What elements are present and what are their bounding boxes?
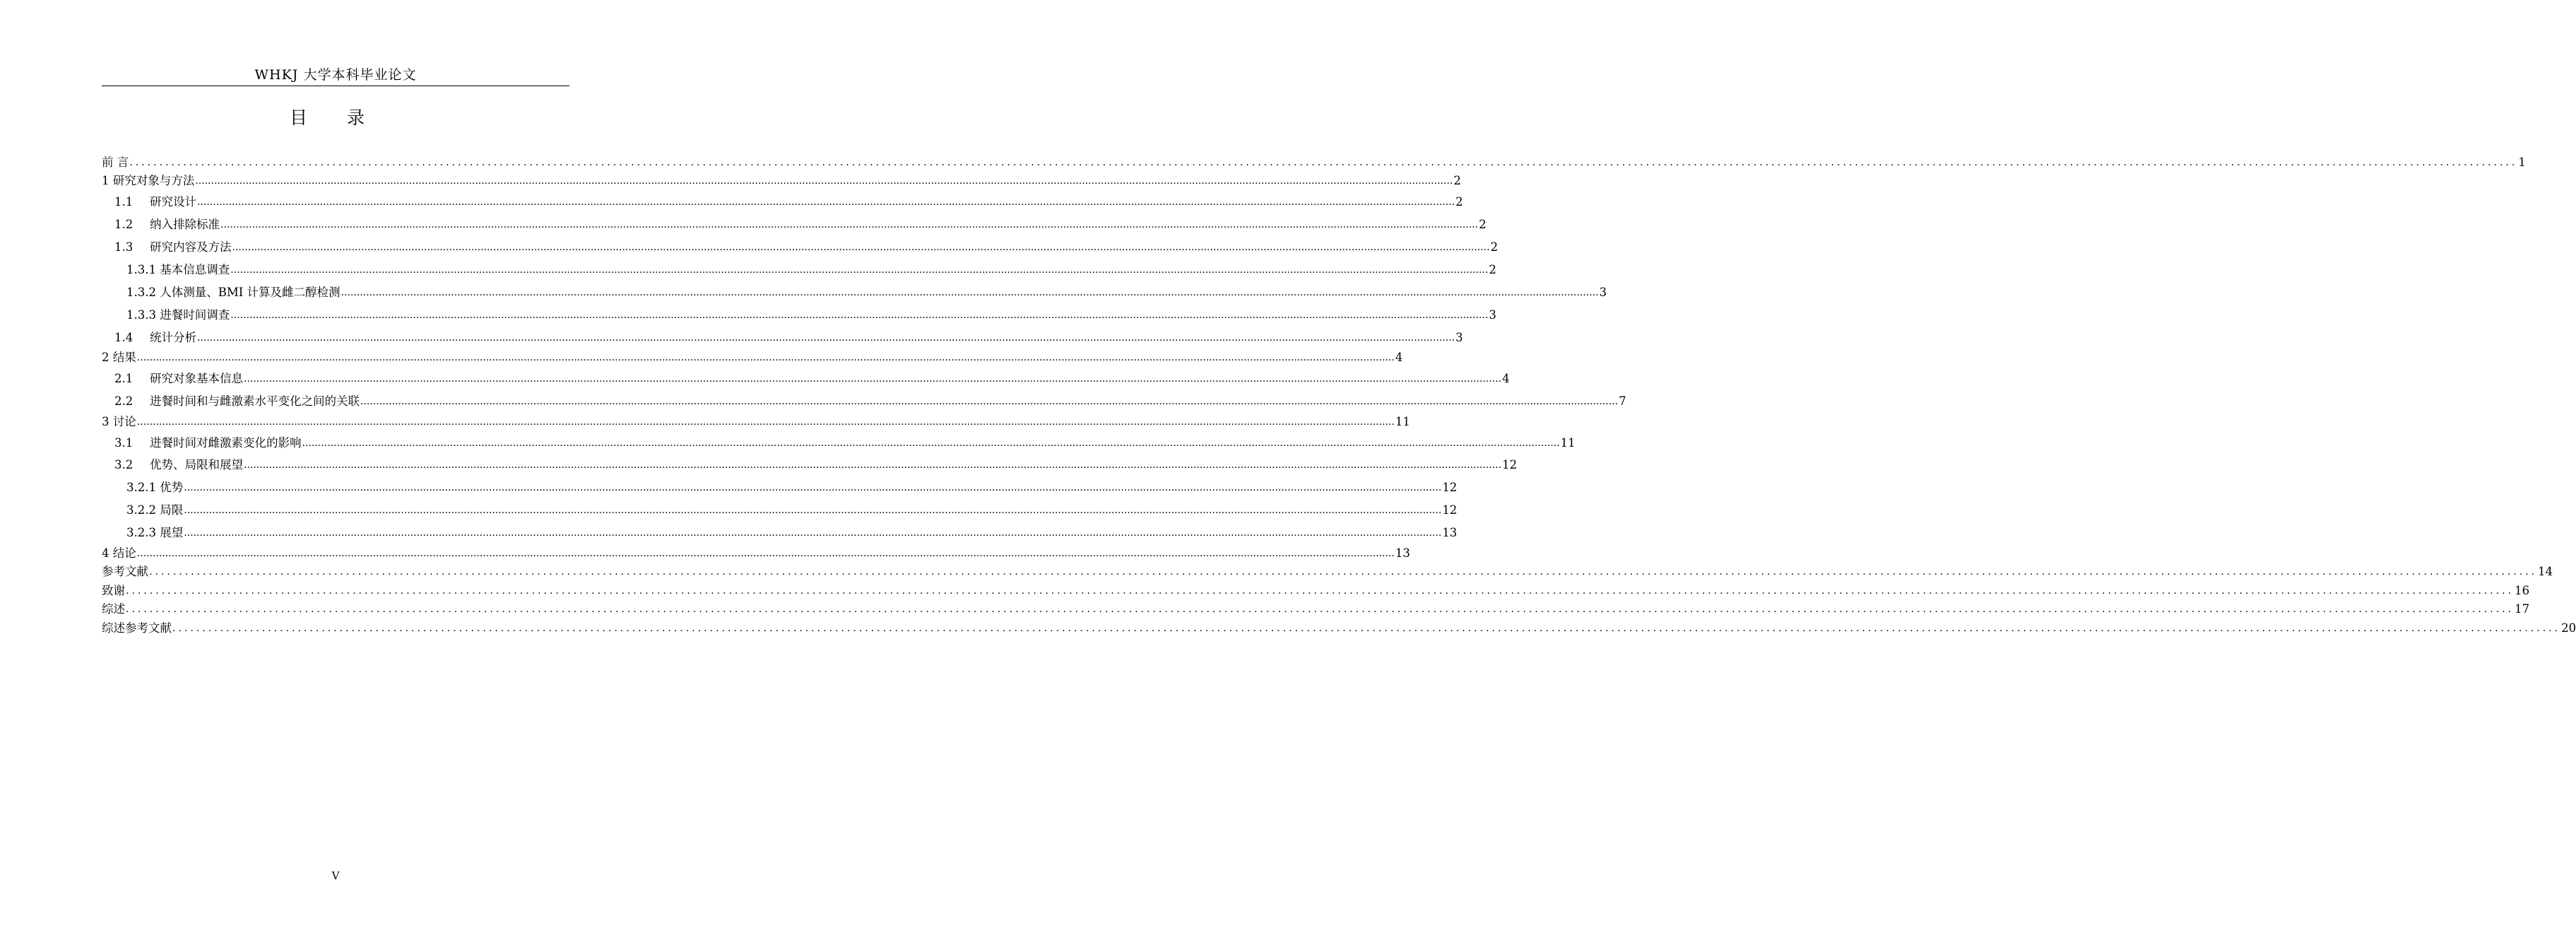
toc-entry-text: 1.3.2 人体测量、BMI 计算及雌二醇检测 <box>126 286 341 299</box>
toc-entry-label <box>102 546 136 561</box>
toc-leader-dots: ................................................................................................................................................................................................................................................................................................................................................................................................................ <box>184 527 1442 539</box>
toc-entry-text: 1 研究对象与方法 <box>102 174 195 187</box>
toc-leader-dots: ................................................................................................................................................................................................................................................................................................................................................................................................................ <box>232 242 1490 253</box>
toc-entry-text: 前 言 <box>102 156 129 169</box>
toc-entry-label <box>114 330 196 346</box>
toc-entry-page: 3 <box>1489 308 1496 322</box>
toc-entry[interactable] <box>102 371 1510 387</box>
toc-entry-page: 7 <box>1619 394 1626 408</box>
toc-leader-dots: ................................................................................................................................................................................................................................................................................................................................................................................................................ <box>360 396 1619 407</box>
toc-entry-label <box>126 525 183 541</box>
toc-entry[interactable] <box>102 194 1463 210</box>
toc-leader-dots: ................................................................................................................................................................................................................................................................................................................................................................................................................ <box>197 197 1455 208</box>
toc-entry[interactable] <box>102 173 1461 189</box>
toc-entry[interactable] <box>102 262 1496 278</box>
toc-leader-dots: ................................................................................................................................................................................................................................................................................................................................................................................................................ <box>126 604 2515 615</box>
toc-entry-text: 研究内容及方法 <box>150 240 232 254</box>
toc-entry-page: 17 <box>2515 602 2530 616</box>
page-title: 目 录 <box>290 107 382 128</box>
toc-entry-page: 12 <box>1442 503 1458 517</box>
toc-entry-label <box>126 307 230 323</box>
toc-entry-label <box>114 435 302 451</box>
toc-entry-number: 2.2 <box>114 394 134 408</box>
toc-entry-text: 综述 <box>102 602 125 616</box>
toc-entry[interactable] <box>102 240 1499 255</box>
toc-leader-dots: ................................................................................................................................................................................................................................................................................................................................................................................................................ <box>149 566 2538 577</box>
toc-entry-page: 4 <box>1502 372 1510 385</box>
toc-entry[interactable] <box>102 285 1607 300</box>
toc-entry-text: 综述参考文献 <box>102 621 172 635</box>
toc-entry-page: 2 <box>1490 240 1499 254</box>
toc-entry-page: 2 <box>1479 218 1487 231</box>
toc-entry[interactable] <box>102 307 1496 323</box>
running-header-text: WHKJ 大学本科毕业论文 <box>254 67 417 83</box>
toc-entry-number: 3.2 <box>114 458 134 471</box>
toc-entry-label <box>102 350 136 365</box>
toc-entry[interactable] <box>102 602 2530 617</box>
toc-entry-number: 2.1 <box>114 372 134 385</box>
toc-entry[interactable] <box>102 525 1458 541</box>
toc-entry-text: 研究设计 <box>150 195 196 209</box>
toc-entry[interactable] <box>102 330 1463 346</box>
toc-entry-page: 12 <box>1442 481 1458 494</box>
toc-entry-page: 12 <box>1502 458 1518 471</box>
toc-entry-label <box>114 217 220 233</box>
toc-leader-dots: ................................................................................................................................................................................................................................................................................................................................................................................................................ <box>126 585 2515 597</box>
page-number: V <box>331 869 340 882</box>
toc-leader-dots: ................................................................................................................................................................................................................................................................................................................................................................................................................ <box>136 352 1395 363</box>
toc-leader-dots: ................................................................................................................................................................................................................................................................................................................................................................................................................ <box>230 310 1489 321</box>
toc-entry-label <box>102 621 172 636</box>
toc-leader-dots: ................................................................................................................................................................................................................................................................................................................................................................................................................ <box>230 264 1489 276</box>
toc-leader-dots: ................................................................................................................................................................................................................................................................................................................................................................................................................ <box>136 548 1395 559</box>
toc-entry[interactable] <box>102 546 1410 561</box>
toc-entry-page: 2 <box>1455 195 1463 209</box>
toc-leader-dots: ................................................................................................................................................................................................................................................................................................................................................................................................................ <box>302 438 1560 449</box>
toc-entry-page: 11 <box>1560 436 1576 450</box>
toc-entry-text: 2 结果 <box>102 351 136 364</box>
toc-entry[interactable] <box>102 480 1458 495</box>
toc-leader-dots: ................................................................................................................................................................................................................................................................................................................................................................................................................ <box>136 416 1395 428</box>
toc-entry-label <box>102 602 125 617</box>
toc-entry-text: 统计分析 <box>150 331 196 344</box>
toc-entry-number: 1.2 <box>114 218 134 231</box>
toc-entry[interactable] <box>102 503 1458 518</box>
toc-entry-text: 3.2.2 局限 <box>126 503 184 517</box>
toc-entry-text: 进餐时间和与雌激素水平变化之间的关联 <box>150 394 360 408</box>
toc-leader-dots: ................................................................................................................................................................................................................................................................................................................................................................................................................ <box>172 623 2561 634</box>
toc-entry-number: 3.1 <box>114 436 134 450</box>
toc-entry-page: 16 <box>2515 584 2530 597</box>
toc-entry[interactable] <box>102 583 2530 599</box>
toc-entry-text: 3 讨论 <box>102 415 136 428</box>
toc-leader-dots: ................................................................................................................................................................................................................................................................................................................................................................................................................ <box>197 332 1455 344</box>
toc-entry-label <box>102 414 136 430</box>
toc-entry-label <box>126 503 183 518</box>
toc-leader-dots: ................................................................................................................................................................................................................................................................................................................................................................................................................ <box>184 505 1442 516</box>
toc-entry-label <box>102 564 148 580</box>
toc-entry-label <box>114 240 232 255</box>
toc-leader-dots: ................................................................................................................................................................................................................................................................................................................................................................................................................ <box>195 175 1453 187</box>
toc-entry-label <box>114 394 360 409</box>
toc-entry-page: 3 <box>1455 331 1463 344</box>
toc-entry-label <box>126 285 341 300</box>
toc-entry-text: 1.3.3 进餐时间调查 <box>126 308 230 322</box>
toc-leader-dots: ................................................................................................................................................................................................................................................................................................................................................................................................................ <box>244 459 1502 471</box>
toc-entry-label <box>102 173 194 189</box>
toc-entry[interactable] <box>102 457 1518 473</box>
toc-entry[interactable] <box>102 350 1403 365</box>
toc-entry-number: 1.1 <box>114 195 134 209</box>
toc-entry-text: 1.3.1 基本信息调查 <box>126 263 230 276</box>
toc-entry-text: 进餐时间对雌激素变化的影响 <box>150 436 302 450</box>
toc-entry-page: 13 <box>1442 526 1458 539</box>
toc-entry-text: 参考文献 <box>102 565 148 578</box>
toc-entry[interactable] <box>102 217 1487 233</box>
toc-entry[interactable] <box>102 564 2553 580</box>
toc-entry-label <box>102 583 125 599</box>
toc-entry-page: 20 <box>2561 621 2576 635</box>
toc-entry-page: 2 <box>1489 263 1496 276</box>
toc-entry-label <box>114 194 196 210</box>
toc-entry-page: 3 <box>1599 286 1607 299</box>
toc-entry[interactable] <box>102 414 1410 430</box>
toc-leader-dots: ................................................................................................................................................................................................................................................................................................................................................................................................................ <box>244 373 1502 385</box>
toc-entry-label <box>114 371 243 387</box>
toc-entry-text: 研究对象基本信息 <box>150 372 243 385</box>
toc-entry[interactable] <box>102 435 1576 451</box>
toc-leader-dots: ................................................................................................................................................................................................................................................................................................................................................................................................................ <box>341 287 1599 298</box>
toc-entry-page: 4 <box>1395 351 1403 364</box>
toc-entry-text: 优势、局限和展望 <box>150 458 243 471</box>
toc-entry-number: 1.3 <box>114 240 134 254</box>
toc-entry[interactable] <box>102 621 2576 636</box>
toc-entry-page: 14 <box>2538 565 2553 578</box>
toc-entry-number: 1.4 <box>114 331 134 344</box>
toc-entry-label <box>102 155 129 170</box>
toc-entry-page: 1 <box>2518 156 2526 169</box>
toc-entry-page: 2 <box>1453 174 1461 187</box>
toc-leader-dots: ................................................................................................................................................................................................................................................................................................................................................................................................................ <box>184 482 1442 493</box>
toc-entry-text: 4 结论 <box>102 546 136 560</box>
toc-entry-text: 致谢 <box>102 584 125 597</box>
toc-entry[interactable] <box>102 155 2526 170</box>
toc-entry-label <box>126 262 230 278</box>
running-header <box>102 66 569 86</box>
toc-entry-page: 13 <box>1395 546 1410 560</box>
toc-leader-dots: ................................................................................................................................................................................................................................................................................................................................................................................................................ <box>129 157 2518 168</box>
toc-entry-page: 11 <box>1395 415 1410 428</box>
toc-entry-label <box>114 457 243 473</box>
toc-entry-label <box>126 480 183 495</box>
toc-entry-text: 3.2.1 优势 <box>126 481 184 494</box>
toc-leader-dots: ................................................................................................................................................................................................................................................................................................................................................................................................................ <box>220 219 1479 230</box>
toc-entry-text: 3.2.3 展望 <box>126 526 184 539</box>
toc-entry-text: 纳入排除标准 <box>150 218 220 231</box>
toc-entry[interactable] <box>102 394 1626 409</box>
